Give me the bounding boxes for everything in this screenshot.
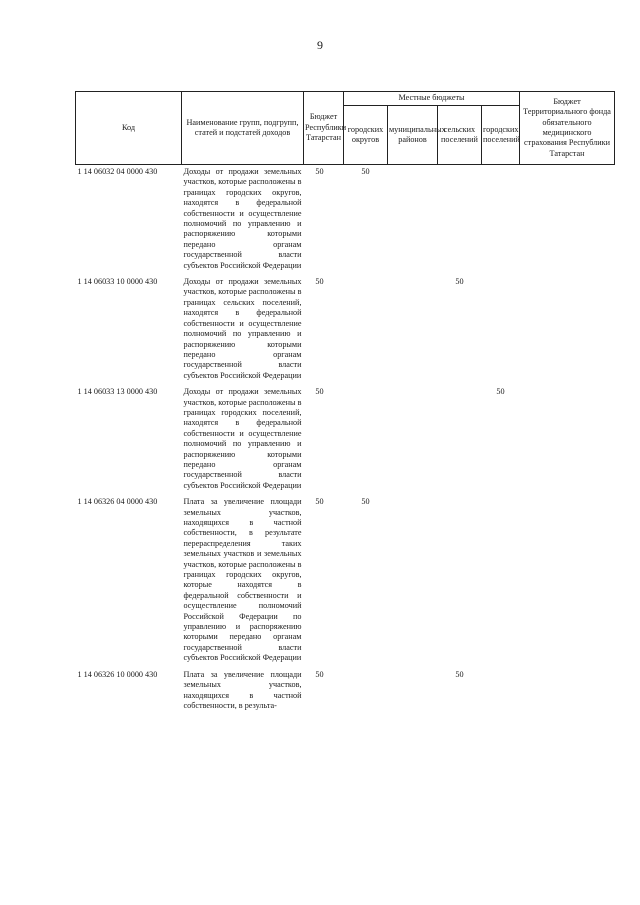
- value-republic: 50: [315, 387, 324, 397]
- value-rural-settlements: 50: [455, 277, 464, 287]
- value-republic: 50: [315, 277, 324, 287]
- header-city-districts: городских округов: [344, 106, 388, 165]
- value-city-districts: [344, 275, 388, 385]
- header-urban-settlements: городских поселений: [482, 106, 520, 165]
- value-republic: 50: [315, 497, 324, 507]
- value-city-districts: [344, 385, 388, 495]
- value-republic: 50: [315, 669, 324, 679]
- value-municipal-districts: [388, 275, 438, 385]
- value-urban-settlements: [482, 275, 520, 385]
- value-city-districts: 50: [361, 497, 370, 507]
- table-row: [76, 668, 615, 716]
- header-rural-settlements: сельских поселений: [438, 106, 482, 165]
- revenue-distribution-table: [75, 91, 615, 715]
- value-municipal-districts: [388, 668, 438, 716]
- row-code: 1 14 06326 04 0000 430: [77, 497, 158, 507]
- row-code: 1 14 06032 04 0000 430: [77, 167, 158, 176]
- row-code: 1 14 06326 10 0000 430: [77, 669, 158, 679]
- value-city-districts: 50: [361, 167, 370, 176]
- value-municipal-districts: [388, 165, 438, 276]
- row-name: Плата за увеличение площади земельных участков, находящихся в частной собственности, в результа-: [183, 669, 302, 710]
- value-urban-settlements: 50: [496, 387, 505, 397]
- header-municipal-districts: муниципальных районов: [388, 106, 438, 165]
- row-name: Доходы от продажи земельных участков, которые расположены в границах городских округов, находятся в федеральной собственности и осуществление полномочий по управлению и распоряжению которыми передано органам государственной власти субъектов Российской Федерации: [183, 167, 302, 270]
- value-rural-settlements: [438, 165, 482, 276]
- page-number: 9: [317, 38, 323, 52]
- value-municipal-districts: [388, 385, 438, 495]
- header-name: Наименование групп, подгрупп, статей и подстатей доходов: [182, 92, 304, 165]
- row-name: Плата за увеличение площади земельных участков, находящихся в частной собственности, в результате перераспределения таких земельных участков и земельных участков, которые расположены в границах городских округов, которые находятся в федеральной собственности и осуществление полномочий Российской Федерации по управлению и распоряжению которыми передано органам государственной власти субъектов Российской Федерации: [183, 497, 302, 663]
- value-rural-settlements: [438, 495, 482, 668]
- table-row: [76, 165, 615, 276]
- table-row: [76, 385, 615, 495]
- value-urban-settlements: [482, 165, 520, 276]
- value-rural-settlements: 50: [455, 669, 464, 679]
- value-rural-settlements: [438, 385, 482, 495]
- row-code: 1 14 06033 10 0000 430: [77, 277, 158, 287]
- header-health-fund: Бюджет Территориального фонда обязательного медицинского страхования Республики Татарстан: [520, 92, 615, 165]
- value-health-fund: [520, 668, 615, 716]
- header-local-budgets: Местные бюджеты: [344, 92, 520, 106]
- table-row: [76, 275, 615, 385]
- value-health-fund: [520, 385, 615, 495]
- value-health-fund: [520, 275, 615, 385]
- value-municipal-districts: [388, 495, 438, 668]
- value-republic: 50: [315, 167, 324, 176]
- value-health-fund: [520, 165, 615, 276]
- value-urban-settlements: [482, 668, 520, 716]
- row-name: Доходы от продажи земельных участков, которые расположены в границах сельских поселений, находятся в федеральной собственности и осуществление полномочий по управлению и распоряжению которыми передано органам государственной власти субъектов Российской Федерации: [183, 277, 302, 380]
- row-name: Доходы от продажи земельных участков, которые расположены в границах городских поселений, находятся в федеральной собственности и осуществление полномочий по управлению и распоряжению которыми передано органам государственной власти субъектов Российской Федерации: [183, 387, 302, 490]
- value-urban-settlements: [482, 495, 520, 668]
- row-code: 1 14 06033 13 0000 430: [77, 387, 158, 397]
- header-code: Код: [76, 92, 182, 165]
- header-republic-budget: Бюджет Республики Татарстан: [304, 92, 344, 165]
- value-city-districts: [344, 668, 388, 716]
- table-row: [76, 495, 615, 668]
- value-health-fund: [520, 495, 615, 668]
